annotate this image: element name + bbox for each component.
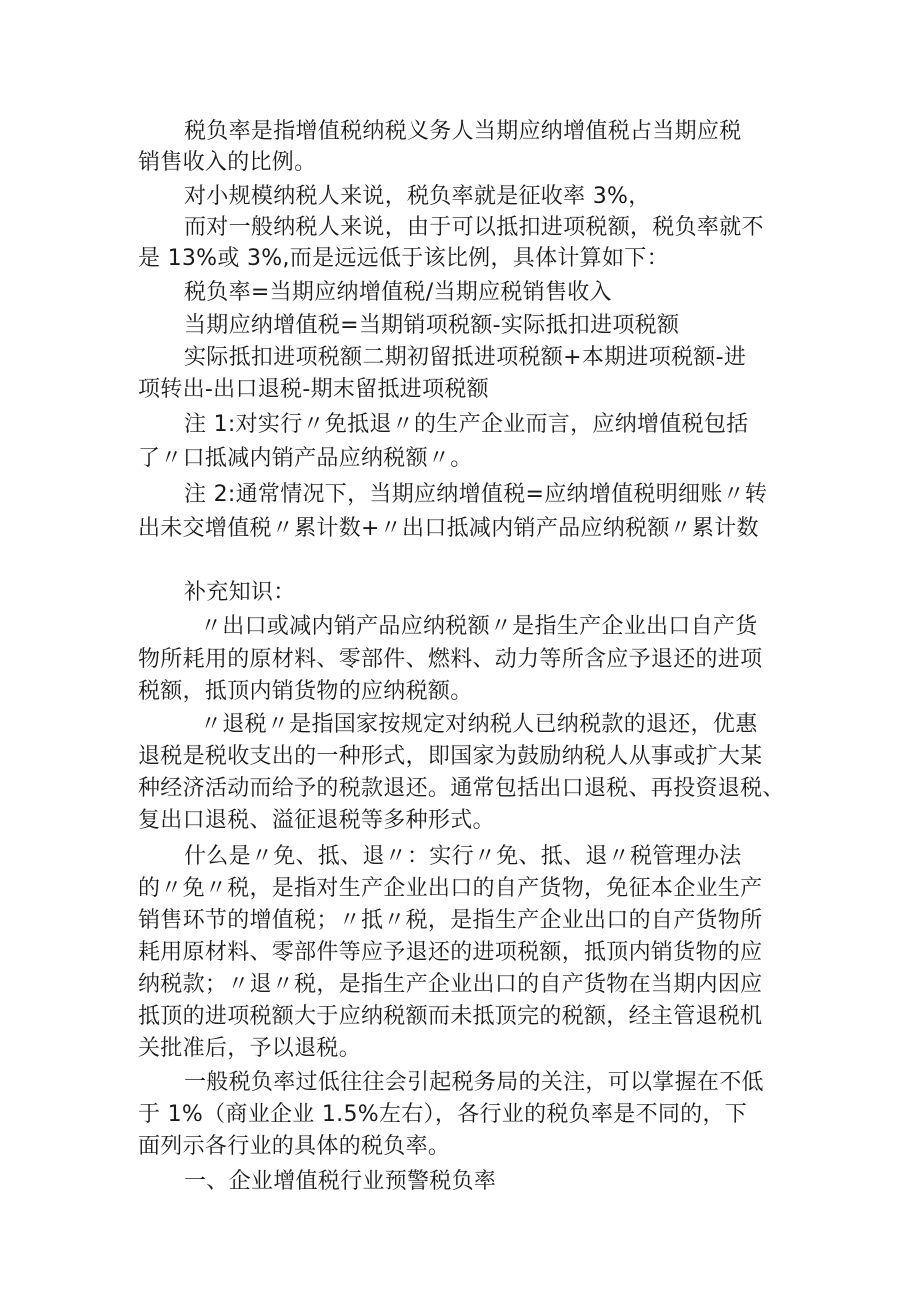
formula-line: 当期应纳增值税=当期销项税额-实际抵扣进项税额 xyxy=(184,313,680,338)
paragraph-line: 是 13%或 3%,而是远远低于该比例，具体计算如下： xyxy=(138,246,669,271)
formula-line: 项转出-出口退税-期末留抵进项税额 xyxy=(138,377,489,402)
paragraph-line: 耗用原材料、零部件等应予退还的进项税额，抵顶内销货物的应 xyxy=(138,940,763,965)
paragraph-line: 关批准后，予以退税。 xyxy=(138,1036,362,1061)
paragraph-line: 税额，抵顶内销货物的应纳税额。 xyxy=(138,679,473,704)
paragraph-line: 什么是〃免、抵、退〃：实行〃免、抵、退〃税管理办法 xyxy=(184,844,742,869)
section-heading: 一、企业增值税行业预警税负率 xyxy=(184,1169,497,1194)
paragraph-line: 退税是税收支出的一种形式，即国家为鼓励纳税人从事或扩大某 xyxy=(138,744,763,769)
paragraph-line: 销售环节的增值税；〃抵〃税，是指生产企业出口的自产货物所 xyxy=(138,908,763,933)
paragraph-line: 〃出口或减内销产品应纳税额〃是指生产企业出口自产货 xyxy=(200,614,758,639)
paragraph-line: 抵顶的进项税额大于应纳税额而未抵顶完的税额，经主管退税机 xyxy=(138,1004,763,1029)
paragraph-line: 复出口退税、溢征退税等多种形式。 xyxy=(138,808,495,833)
section-heading: 补充知识： xyxy=(184,580,296,605)
paragraph-line: 物所耗用的原材料、零部件、燃料、动力等所含应予退还的进项 xyxy=(138,647,763,672)
paragraph-line: 对小规模纳税人来说，税负率就是征收率 3%， xyxy=(184,184,651,209)
formula-line: 实际抵扣进项税额二期初留抵进项税额+本期进项税额-进 xyxy=(184,345,747,370)
paragraph-line: 面列示各行业的具体的税负率。 xyxy=(138,1134,451,1159)
paragraph-line: 种经济活动而给予的税款退还。通常包括出口退税、再投资退税、 xyxy=(138,776,785,801)
paragraph-line: 一般税负率过低往往会引起税务局的关注，可以掌握在不低 xyxy=(184,1070,764,1095)
paragraph-line: 税负率是指增值税纳税义务人当期应纳增值税占当期应税 xyxy=(184,119,742,144)
paragraph-line: 而对一般纳税人来说，由于可以抵扣进项税额，税负率就不 xyxy=(184,215,764,240)
note-line: 出未交增值税〃累计数+〃出口抵减内销产品应纳税额〃累计数 xyxy=(138,516,759,541)
paragraph-line: 于 1%（商业企业 1.5%左右），各行业的税负率是不同的，下 xyxy=(138,1102,748,1127)
paragraph-line: 纳税款；〃退〃税，是指生产企业出口的自产货物在当期内因应 xyxy=(138,972,763,997)
paragraph-line: 销售收入的比例。 xyxy=(138,150,317,175)
paragraph-line: 〃退税〃是指国家按规定对纳税人已纳税款的退还，优惠 xyxy=(200,712,758,737)
formula-line: 税负率=当期应纳增值税/当期应税销售收入 xyxy=(184,280,612,305)
note-line: 注 1:对实行〃免抵退〃的生产企业而言，应纳增值税包括 xyxy=(184,412,749,437)
paragraph-line: 的〃免〃税，是指对生产企业出口的自产货物，免征本企业生产 xyxy=(138,876,763,901)
note-line: 注 2:通常情况下，当期应纳增值税=应纳增值税明细账〃转 xyxy=(184,482,768,507)
note-line: 了〃口抵减内销产品应纳税额〃。 xyxy=(138,446,473,471)
